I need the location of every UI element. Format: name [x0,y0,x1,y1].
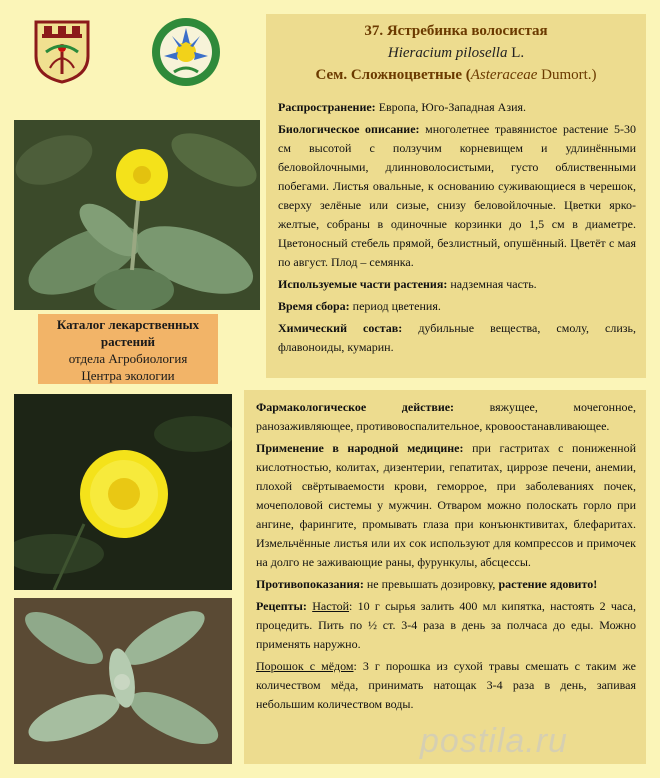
distribution: Распространение: Европа, Юго-Западная Азия. [278,100,527,114]
catalog-line4: Центра экологии [81,368,175,383]
usage-box [244,390,646,764]
watermark: postila.ru [420,722,568,760]
collection-time: Время сбора: период цветения. [278,299,441,313]
contraindications: Противопоказания: не превышать дозировку, растение ядовито! [256,577,598,591]
recipe-infusion: Рецепты: Настой: 10 г сырья залить 400 мл кипятка, настоять 2 часа, процедить. Пить по ½ ст. 3-4 раза в день за полчаса до еды. Можно применять наружно. [256,599,637,651]
header-box [266,14,646,92]
family-line [266,64,646,86]
photo-plant-flower [14,120,260,310]
description-box [266,92,646,378]
used-parts: Используемые части растения: надземная часть. [278,277,537,291]
recipe-powder: Порошок с мёдом: 3 г порошка из сухой травы смешать с таким же количеством мёда, принимать натощак 3-4 раза в день, запивая небольшим количеством воды. [256,659,637,711]
catalog-line3: отдела Агробиология [68,351,188,366]
latin-name: Hieracium pilosella [387,45,508,61]
family-prefix: Сем. Сложноцветные ( [315,67,471,83]
plant-title: 37. Ястребинка волосистая [364,23,548,39]
latin-name-line [266,42,646,64]
bio-description: Биологическое описание: многолетнее травянистое растение 5-30 см высотой с ползучим корневищем и удлинёнными беловойлочными, длинноволосистыми, густо облиственными побегами. Листья овальные, к основанию суживающиеся в черешок, сверху зелёные или сизые, снизу беловойлочные. Цветки ярко-желтые, собраны в одиночные корзинки до 1,5 см в диаметре. Цветоносный стебель прямой, безлистный, опушённый. Цветёт с мая по август. Плод – семянка. [278,122,636,269]
logo-shield [32,18,92,84]
catalog-line2: растений [100,334,156,349]
photo-flower-closeup [14,394,232,590]
photo-leaf-rosette [14,598,232,764]
catalog-line1: Каталог лекарственных [56,317,200,332]
family-latin: Asteraceae [470,67,538,83]
pharmacological-action: Фармакологическое действие: вяжущее, мочегонное, ранозаживляющее, противовоспалительное, кровоостанавливающее. [256,400,637,433]
logo-emblem [150,16,222,88]
family-author: Dumort.) [537,67,597,83]
folk-medicine: Применение в народной медицине: при гастритах с пониженной кислотностью, колитах, дизентерии, гепатитах, циррозе печени, анемии, плохой свёртываемости крови, геморрое, при заболеваниях почек, мочеполовой системы у мужчин. Отваром можно полоскать горло при ангине, фарингите, промывать глаза при конъюнктивитах, блефаритах. Измельчённые листья или их сок используют для компрессов и примочек на долго не заживающие раны, фурункулы, абсцессы. [256,441,637,569]
catalog-label [38,314,218,384]
chemical-composition: Химический состав: дубильные вещества, смолу, слизь, флавоноиды, кумарин. [278,321,636,354]
latin-author: L. [507,45,525,61]
